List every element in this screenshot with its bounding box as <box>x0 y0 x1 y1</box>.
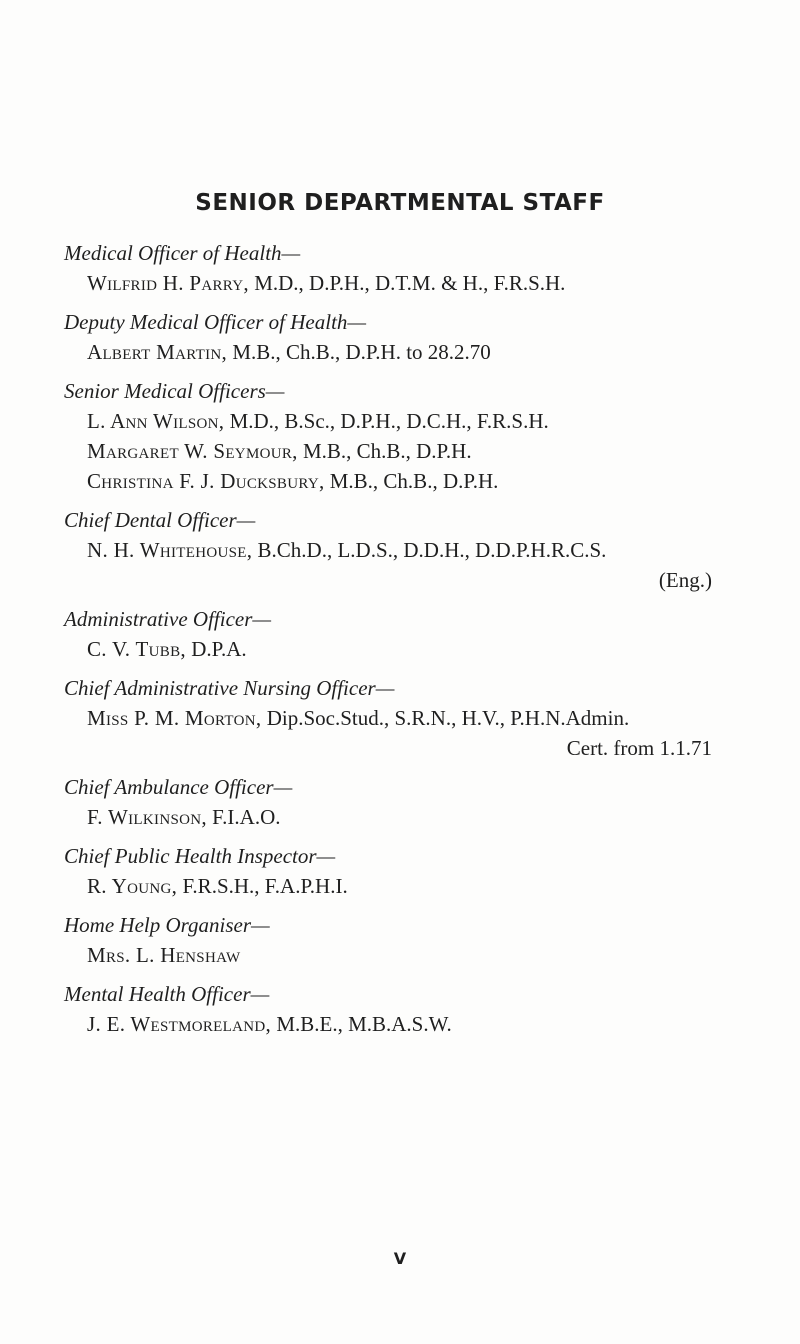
person-name: F. Wilkinson, <box>87 805 207 829</box>
person-name: Margaret W. Seymour, <box>87 439 298 463</box>
person-name: Wilfrid H. Parry, <box>87 271 249 295</box>
person-qualifications: D.P.A. <box>191 637 247 661</box>
staff-entry <box>64 307 712 367</box>
person-qualifications: M.B., Ch.B., D.P.H. <box>329 469 499 493</box>
person-qualifications: M.B., Ch.B., D.P.H. to 28.2.70 <box>232 340 491 364</box>
qualification-continuation: Cert. from 1.1.71 <box>566 736 712 760</box>
person-line <box>64 337 712 367</box>
staff-entry <box>64 910 712 970</box>
staff-entry <box>64 505 712 595</box>
person-line <box>64 802 712 832</box>
person-line <box>64 268 712 298</box>
role-title: Chief Ambulance Officer— <box>64 775 293 799</box>
person-line <box>64 940 712 970</box>
person-line <box>64 535 712 565</box>
staff-entry <box>64 841 712 901</box>
person-name: Albert Martin, <box>87 340 228 364</box>
role-title: Chief Administrative Nursing Officer— <box>64 676 395 700</box>
staff-entry <box>64 376 712 496</box>
person-line <box>64 634 712 664</box>
staff-entry <box>64 772 712 832</box>
person-line <box>64 871 712 901</box>
staff-entry <box>64 673 712 763</box>
person-qualifications: M.D., D.P.H., D.T.M. & H., F.R.S.H. <box>254 271 566 295</box>
staff-list <box>64 238 712 1048</box>
staff-entry <box>64 604 712 664</box>
person-qualifications: B.Ch.D., L.D.S., D.D.H., D.D.P.H.R.C.S. <box>257 538 607 562</box>
role-title: Home Help Organiser— <box>64 913 270 937</box>
person-line <box>64 466 712 496</box>
person-name: C. V. Tubb, <box>87 637 186 661</box>
person-name: Mrs. L. Henshaw <box>87 943 241 967</box>
person-name: Christina F. J. Ducksbury, <box>87 469 325 493</box>
role-title: Medical Officer of Health— <box>64 241 301 265</box>
person-line <box>64 1009 712 1039</box>
role-title: Mental Health Officer— <box>64 982 270 1006</box>
person-line <box>64 703 712 733</box>
person-qualifications: Dip.Soc.Stud., S.R.N., H.V., P.H.N.Admin. <box>266 706 630 730</box>
person-qualifications: M.D., B.Sc., D.P.H., D.C.H., F.R.S.H. <box>229 409 549 433</box>
qualification-continuation: (Eng.) <box>658 568 712 592</box>
page-number: V <box>393 1249 407 1268</box>
role-title: Chief Dental Officer— <box>64 508 256 532</box>
role-title: Deputy Medical Officer of Health— <box>64 310 367 334</box>
role-title: Administrative Officer— <box>64 607 272 631</box>
person-name: Miss P. M. Morton, <box>87 706 262 730</box>
person-name: J. E. Westmoreland, <box>87 1012 272 1036</box>
staff-entry <box>64 238 712 298</box>
role-title: Senior Medical Officers— <box>64 379 285 403</box>
staff-entry <box>64 979 712 1039</box>
person-qualifications: M.B., Ch.B., D.P.H. <box>302 439 472 463</box>
role-title: Chief Public Health Inspector— <box>64 844 336 868</box>
person-qualifications: F.I.A.O. <box>212 805 281 829</box>
page-heading: SENIOR DEPARTMENTAL STAFF <box>195 190 605 216</box>
person-line <box>64 406 712 436</box>
person-qualifications: M.B.E., M.B.A.S.W. <box>276 1012 452 1036</box>
person-name: R. Young, <box>87 874 178 898</box>
person-name: L. Ann Wilson, <box>87 409 225 433</box>
person-line <box>64 436 712 466</box>
person-qualifications: F.R.S.H., F.A.P.H.I. <box>182 874 348 898</box>
person-name: N. H. Whitehouse, <box>87 538 253 562</box>
